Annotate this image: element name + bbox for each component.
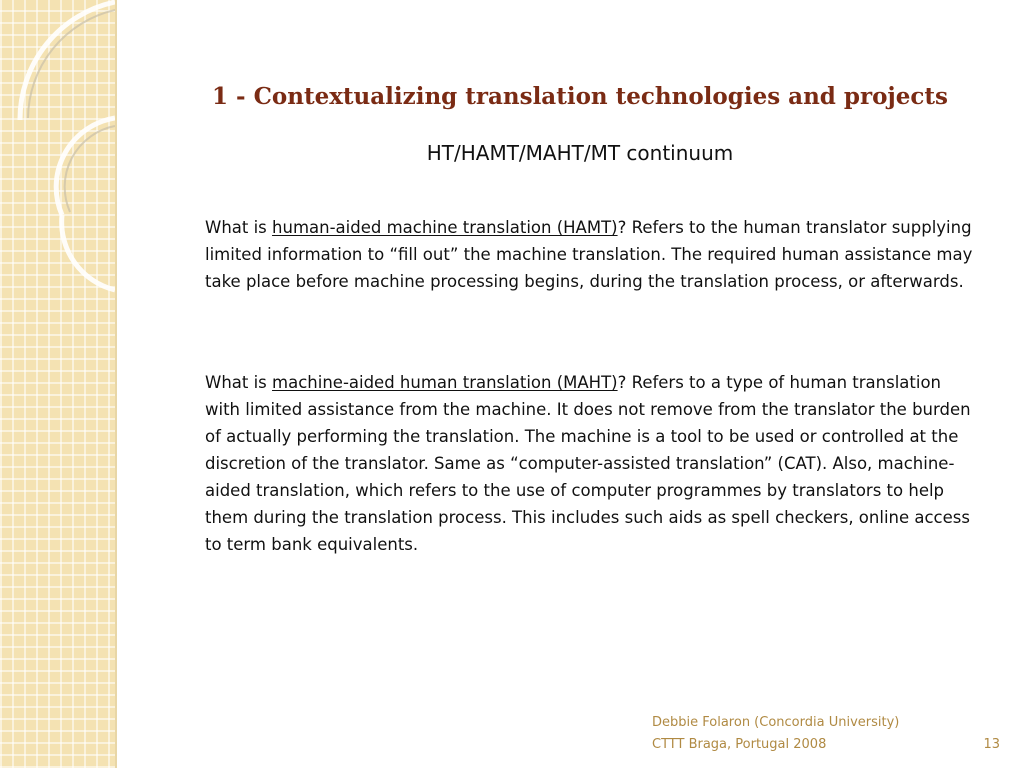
decorative-side-band [0,0,115,768]
maht-definition-text: ? Refers to a type of human translation with limited assistance from the machine. It does not remove from the translator the burden of actually performing the translation. The machine is a tool to be used or controlled at the discretion of the translator. Same as “computer-assisted translation” (CAT). Also, machine-aided translation, which refers to the use of computer programmes by translators to help them during the translation process. This includes such aids as spell checkers, online access to term bank equivalents. [205,373,971,554]
side-band-edge [115,0,117,768]
hamt-term: human-aided machine translation (HAMT) [272,218,618,237]
decorative-rings [0,0,115,768]
hamt-definition-text: ? Refers to the human translator supplying limited information to “fill out” the machine translation. The required human assistance may take place before machine processing begins, during the translation process, or afterwards. [205,218,973,291]
footer-author: Debbie Folaron (Concordia University) [652,715,900,730]
maht-paragraph [205,369,980,558]
middle-ring-lower-arc [62,215,115,290]
top-ring-arc [20,2,115,120]
middle-ring-arc [56,118,115,215]
slide-title: 1 - Contextualizing translation technologies and projects [212,83,948,110]
maht-intro-text: What is [205,373,273,392]
page-number: 13 [983,737,1000,752]
footer-event: CTTT Braga, Portugal 2008 [652,737,827,752]
hamt-intro-text: What is [205,218,273,237]
top-ring-arc-shadow [28,10,115,118]
hamt-paragraph [205,214,980,295]
slide-subtitle: HT/HAMT/MAHT/MT continuum [426,141,734,165]
maht-term: machine-aided human translation (MAHT) [272,373,618,392]
